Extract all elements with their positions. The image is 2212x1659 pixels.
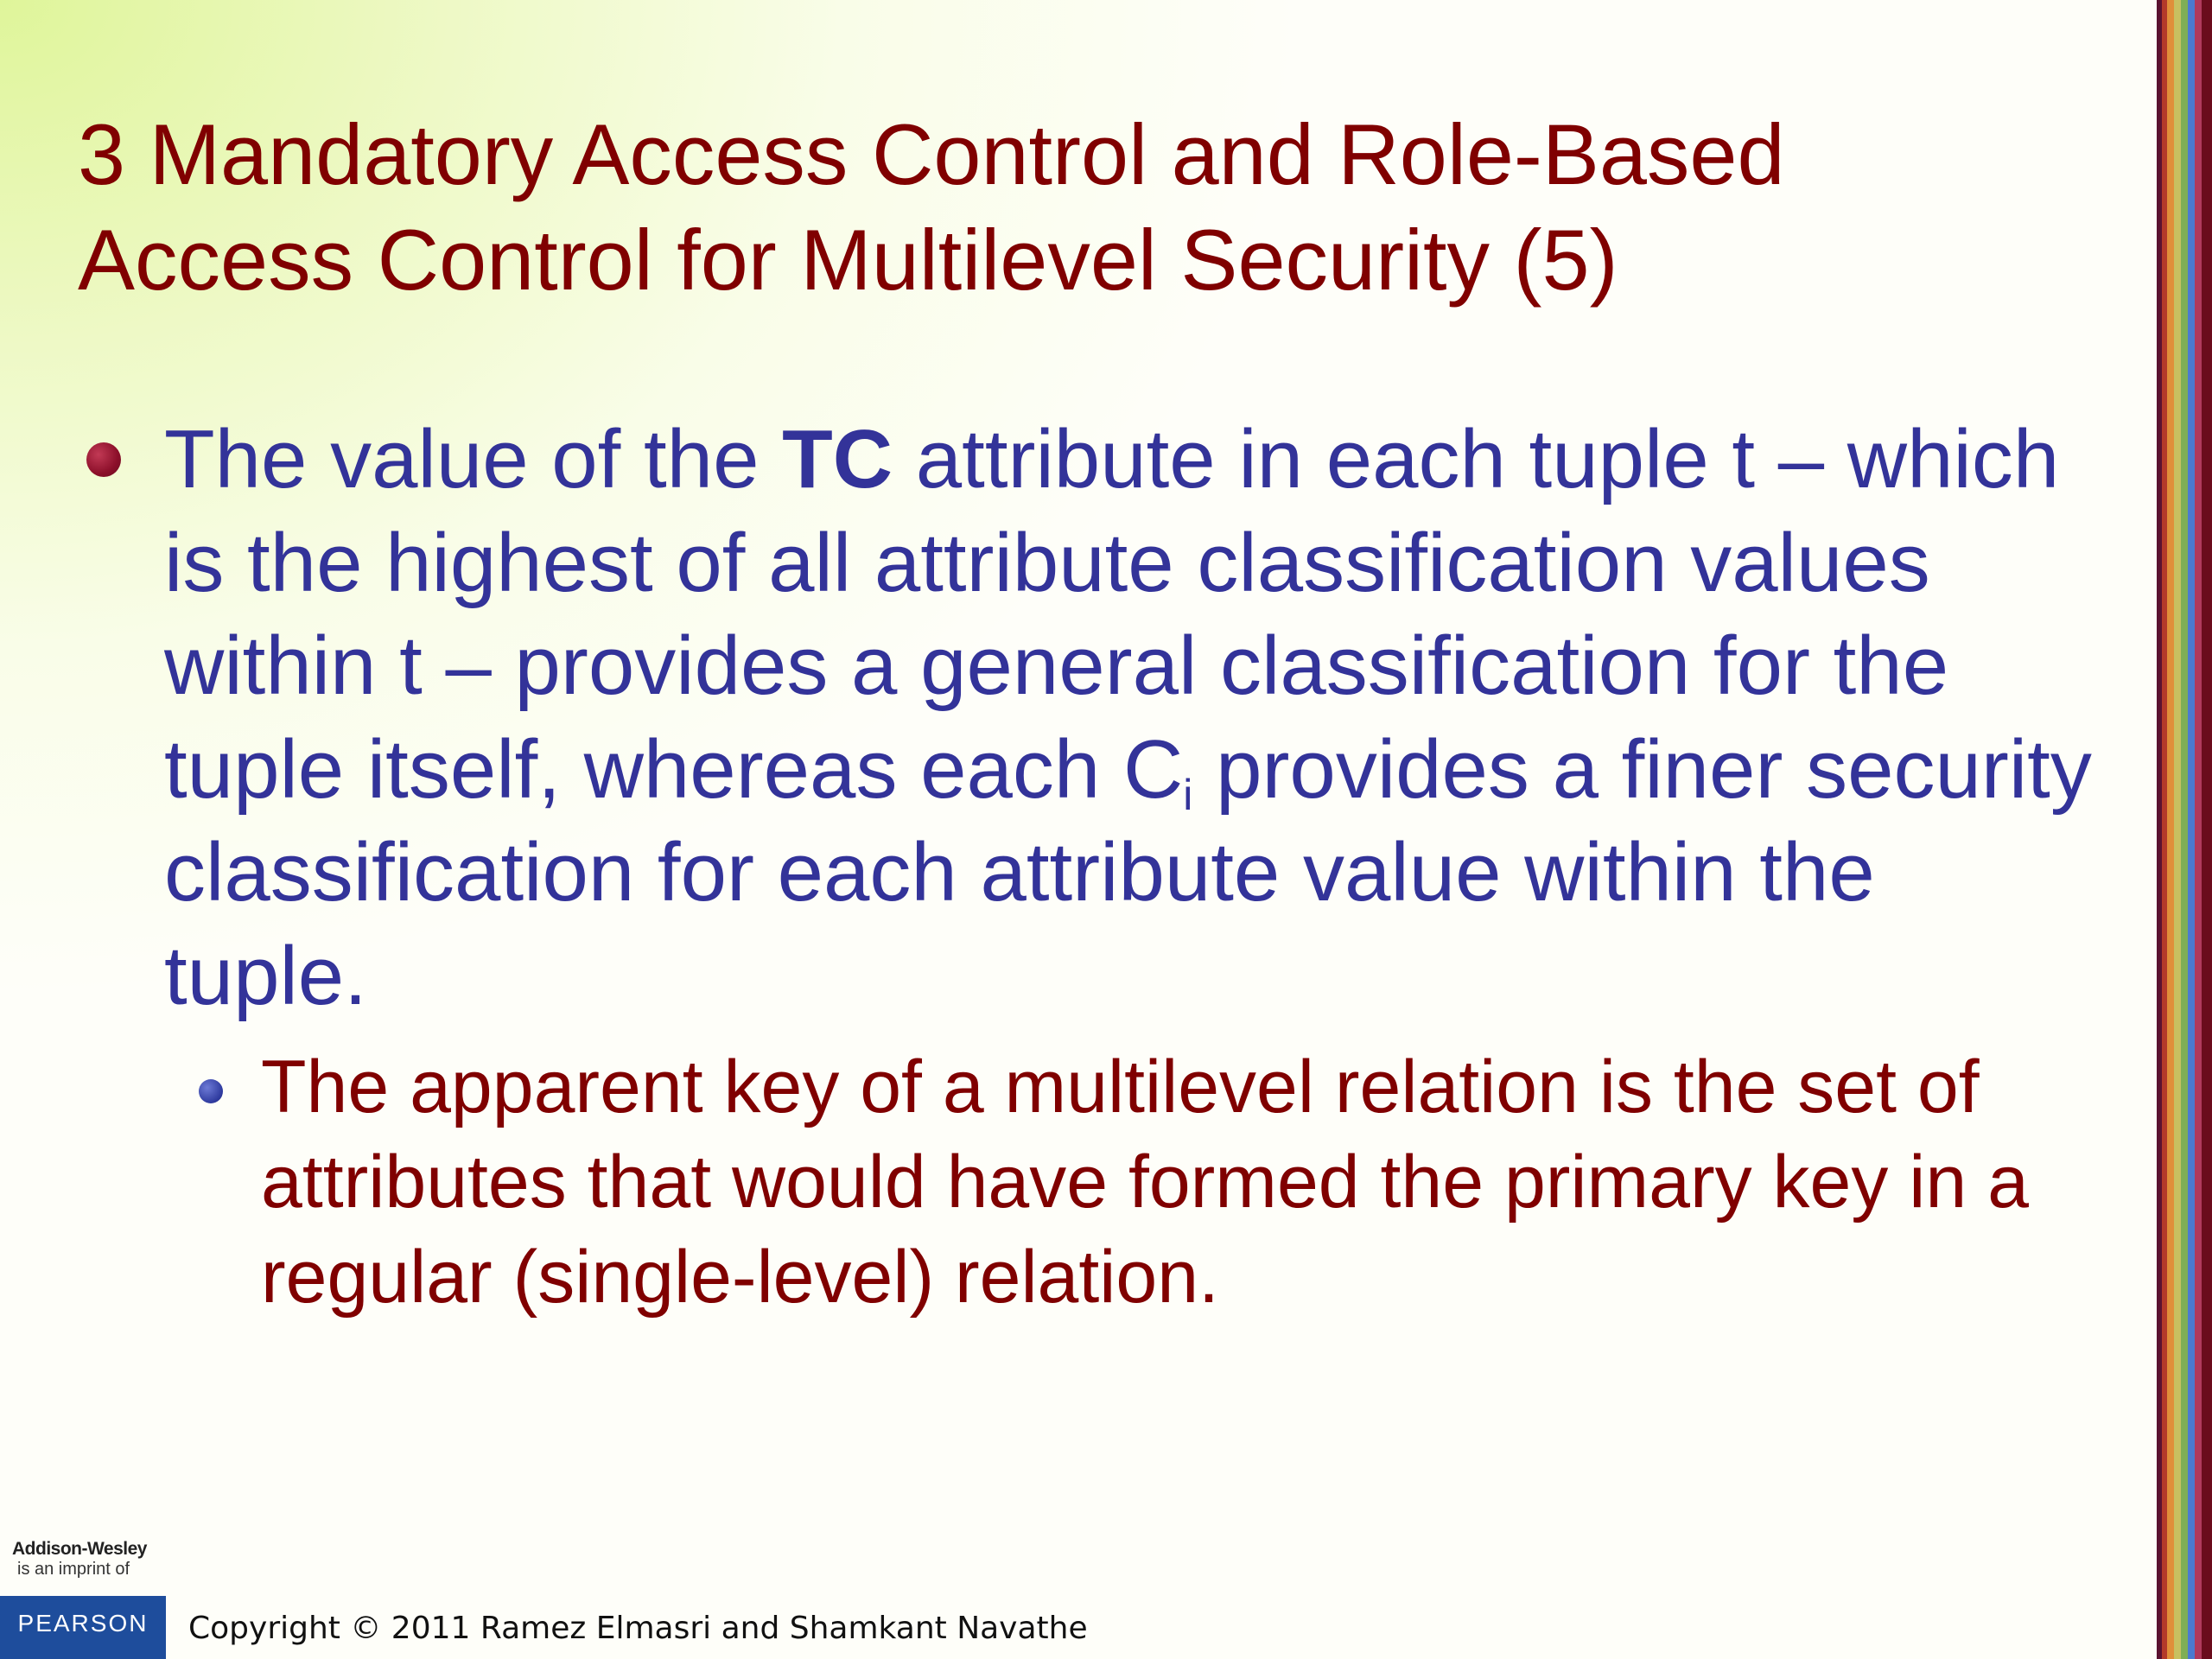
bullet-1-subscript: i [1183, 770, 1193, 819]
pearson-logo: PEARSON [0, 1596, 166, 1659]
bullet-1-part-3: provides a finer security classification for each attribute value within the tuple. [164, 722, 2092, 1022]
publisher-logo [0, 1534, 173, 1659]
publisher-name: Addison-Wesley [12, 1539, 147, 1559]
bullet-1-text [164, 408, 2100, 1027]
bullet-1-part-2: attribute in each tuple t – which is the highest of all attribute classification values within t – provides a general classification for the tuple itself, whereas each C [164, 413, 2060, 816]
slide-title [78, 102, 2065, 313]
decorative-side-bar [2157, 0, 2212, 1659]
imprint-text: is an imprint of [17, 1560, 130, 1579]
sub-bullet-1-text: The apparent key of a multilevel relation is the set of attributes that would have formed the primary key in a regular (single-level) relation. [261, 1046, 2029, 1319]
sub-bullet-dot-icon [199, 1079, 223, 1103]
title-line-1: 3 Mandatory Access Control and Role-Based [78, 106, 1785, 202]
title-line-2: Access Control for Multilevel Security (5) [78, 212, 1618, 308]
bullet-1-part-1: The value of the [164, 413, 783, 505]
bullet-dot-icon [86, 442, 121, 477]
bullet-1-bold-term: TC [782, 413, 893, 505]
copyright-text: Copyright © 2011 Ramez Elmasri and Shamkant Navathe [188, 1611, 1088, 1646]
